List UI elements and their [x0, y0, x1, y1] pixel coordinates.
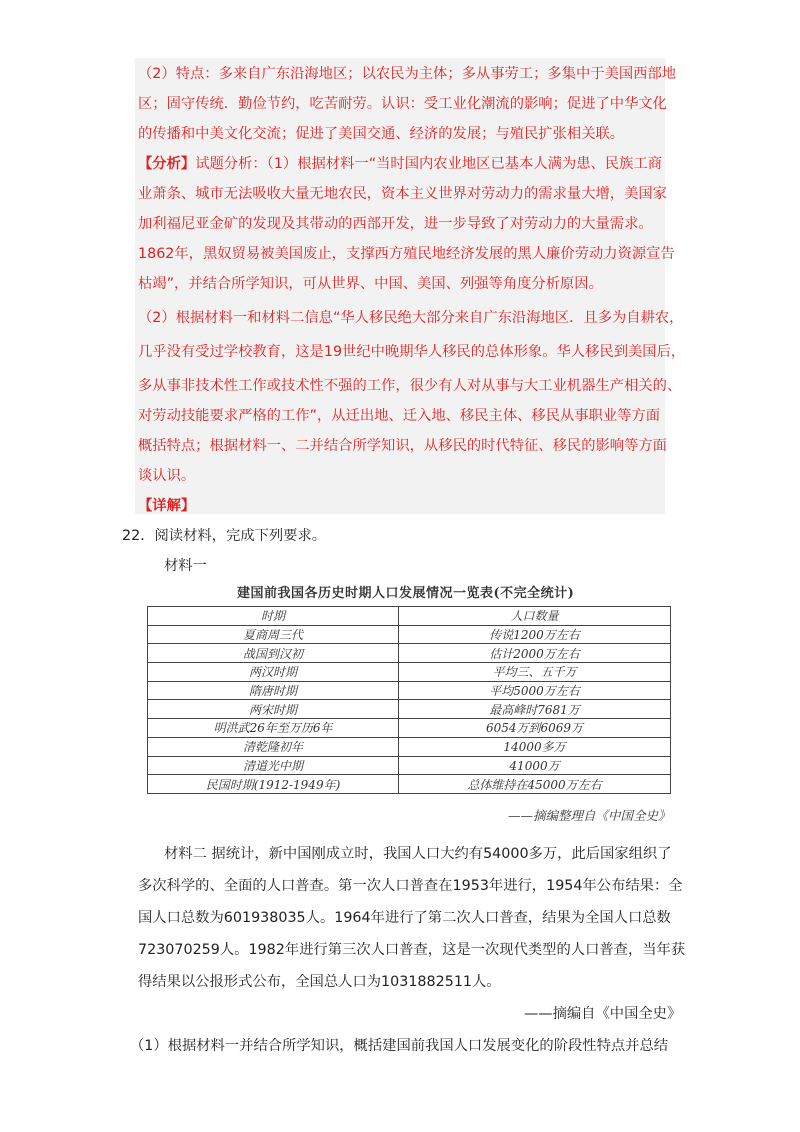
material-2-line-3: 国人口总数为601938035人。1964年进行了第二次人口普查，结果为全国人口总数 [138, 910, 671, 926]
cell-period: 民国时期(1912-1949年) [148, 775, 399, 794]
answer-line-2: 区；固守传统．勤俭节约，吃苦耐劳。认识：受工业化潮流的影响；促进了中华文化 [138, 96, 667, 112]
table-row [148, 756, 671, 775]
answer-line-3: 的传播和中美文化交流；促进了美国交通、经济的发展；与殖民扩张相关联。 [138, 126, 625, 142]
table-row [148, 644, 671, 663]
table-row [148, 737, 671, 756]
cell-population: 平均三、五千万 [399, 663, 671, 682]
answer-line-14: 谈认识。 [138, 468, 196, 484]
table-row [148, 775, 671, 794]
answer-line-11: 多从事非技术性工作或技术性不强的工作，很少有人对从事与大工业机器生产相关的、 [138, 378, 682, 394]
population-table [147, 606, 671, 794]
table-title: 建国前我国各历史时期人口发展情况一览表(不完全统计) [237, 586, 575, 601]
table-row [148, 681, 671, 700]
table-row [148, 625, 671, 644]
material-2-line-4: 723070259人。1982年进行第三次人口普查，这是一次现代类型的人口普查，当年获 [138, 942, 686, 958]
table-row [148, 719, 671, 738]
cell-population: 总体维持在45000万左右 [399, 775, 671, 794]
cell-period: 夏商周三代 [148, 625, 399, 644]
answer-line-5: 业萧条、城市无法吸收大量无地农民，资本主义世界对劳动力的需求量大增，美国家 [138, 186, 667, 202]
answer-line-13: 概括特点；根据材料一、二并结合所学知识，从移民的时代特征、移民的影响等方面 [138, 438, 667, 454]
table-header-row [148, 607, 671, 626]
cell-period: 两宋时期 [148, 700, 399, 719]
answer-line-6: 加利福尼亚金矿的发现及其带动的西部开发，进一步导致了对劳动力的大量需求。 [138, 216, 653, 232]
answer-line-1: （2）特点：多来自广东沿海地区；以农民为主体；多从事劳工；多集中于美国西部地 [138, 66, 677, 82]
cell-population: 14000多万 [399, 737, 671, 756]
cell-period: 隋唐时期 [148, 681, 399, 700]
detail-tag: 【详解】 [138, 498, 196, 514]
table-row [148, 663, 671, 682]
cell-period: 清乾隆初年 [148, 737, 399, 756]
cell-period: 战国到汉初 [148, 644, 399, 663]
answer-line-10: 几乎没有受过学校教育，这是19世纪中晚期华人移民的总体形象。华人移民到美国后， [138, 344, 686, 360]
cell-population: 传说1200万左右 [399, 625, 671, 644]
answer-line-12: 对劳动技能要求严格的工作”，从迁出地、迁入地、移民主体、移民从事职业等方面 [138, 408, 661, 424]
answer-line-8: 枯竭”，并结合所学知识，可从世界、中国、美国、列强等角度分析原因。 [138, 276, 603, 292]
material-1-label: 材料一 [164, 558, 207, 574]
cell-population: 平均5000万左右 [399, 681, 671, 700]
cell-population: 6054万到6069万 [399, 719, 671, 738]
header-population: 人口数量 [399, 607, 671, 626]
analysis-line [138, 150, 662, 179]
table-source: ——摘编整理自《中国全史》 [508, 808, 671, 823]
answer-line-7: 1862年，黑奴贸易被美国废止，支撑西方殖民地经济发展的黑人廉价劳动力资源宣告 [138, 246, 675, 262]
analysis-text: 试题分析：（1）根据材料一“当时国内农业地区已基本人满为患、民族工商 [195, 156, 663, 172]
question-22-heading: 22．阅读材料，完成下列要求。 [122, 528, 327, 544]
cell-period: 清道光中期 [148, 756, 399, 775]
material-2-source: ——摘编自《中国全史》 [524, 1006, 682, 1022]
question-1-text: （1）根据材料一并结合所学知识，概括建国前我国人口发展变化的阶段性特点并总结 [130, 1038, 669, 1054]
cell-period: 两汉时期 [148, 663, 399, 682]
answer-line-9: （2）根据材料一和材料二信息“华人移民绝大部分来自广东沿海地区．且多为自耕农， [138, 310, 684, 326]
material-2-line-5: 得结果以公报形式公布，全国总人口为1031882511人。 [138, 974, 501, 990]
material-2-line-1: 材料二 据统计，新中国刚成立时，我国人口大约有54000多万，此后国家组织了 [164, 846, 672, 862]
analysis-tag: 【分析】 [138, 156, 196, 172]
cell-population: 估计2000万左右 [399, 644, 671, 663]
table-row [148, 700, 671, 719]
cell-period: 明洪武26年至万历6年 [148, 719, 399, 738]
header-period: 时期 [148, 607, 399, 626]
material-2-line-2: 多次科学的、全面的人口普查。第一次人口普查在1953年进行，1954年公布结果：全 [138, 878, 683, 894]
cell-population: 41000万 [399, 756, 671, 775]
cell-population: 最高峰时7681万 [399, 700, 671, 719]
